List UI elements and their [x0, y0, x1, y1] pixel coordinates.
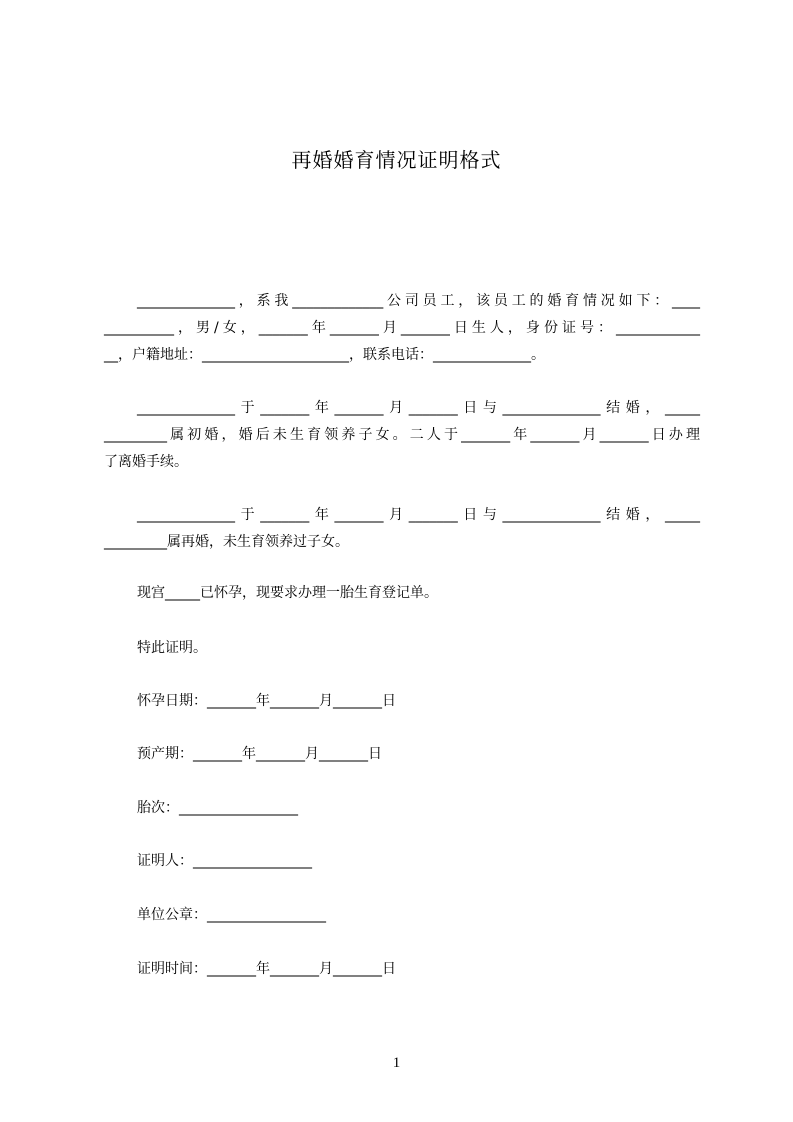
birth-order-field: 胎次：_________________ [137, 800, 298, 816]
certifier-field: 证明人：_________________ [137, 853, 312, 869]
document-title: 再婚婚育情况证明格式 [291, 148, 502, 172]
due-date-field: 预产期：_______年_______月_______日 [137, 746, 382, 762]
paragraph-3-line-2: _________属再婚，未生育领养过子女。 [104, 534, 349, 550]
paragraph-2-line-2: _________属初婚，婚后未生育领养子女。二人于_______年_______月_______日办理 [104, 427, 700, 443]
pregnancy-statement: 现宫_____已怀孕，现要求办理一胎生育登记单。 [137, 585, 438, 601]
paragraph-3-line-1: ______________于_______年_______月_______日与______________结婚，_____ [137, 507, 700, 523]
certification-statement: 特此证明。 [137, 640, 207, 656]
paragraph-2-line-1: ______________于_______年_______月_______日与______________结婚，_____ [137, 400, 700, 416]
company-seal-field: 单位公章：_________________ [137, 907, 326, 923]
paragraph-2-line-3: 了离婚手续。 [104, 454, 188, 470]
paragraph-1-line-1: ______________，系我_____________公司员工，该员工的婚育情况如下：____ [137, 293, 700, 309]
paragraph-1-line-3: __，户籍地址：_____________________，联系电话：______________。 [104, 347, 545, 363]
pregnancy-date-field: 怀孕日期：_______年_______月_______日 [137, 693, 396, 709]
certification-date-field: 证明时间：_______年_______月_______日 [137, 961, 396, 977]
paragraph-1-line-2: __________，男/女，_______年_______月_______日生人，身份证号：____________ [104, 320, 700, 336]
page-number: 1 [392, 1055, 401, 1071]
